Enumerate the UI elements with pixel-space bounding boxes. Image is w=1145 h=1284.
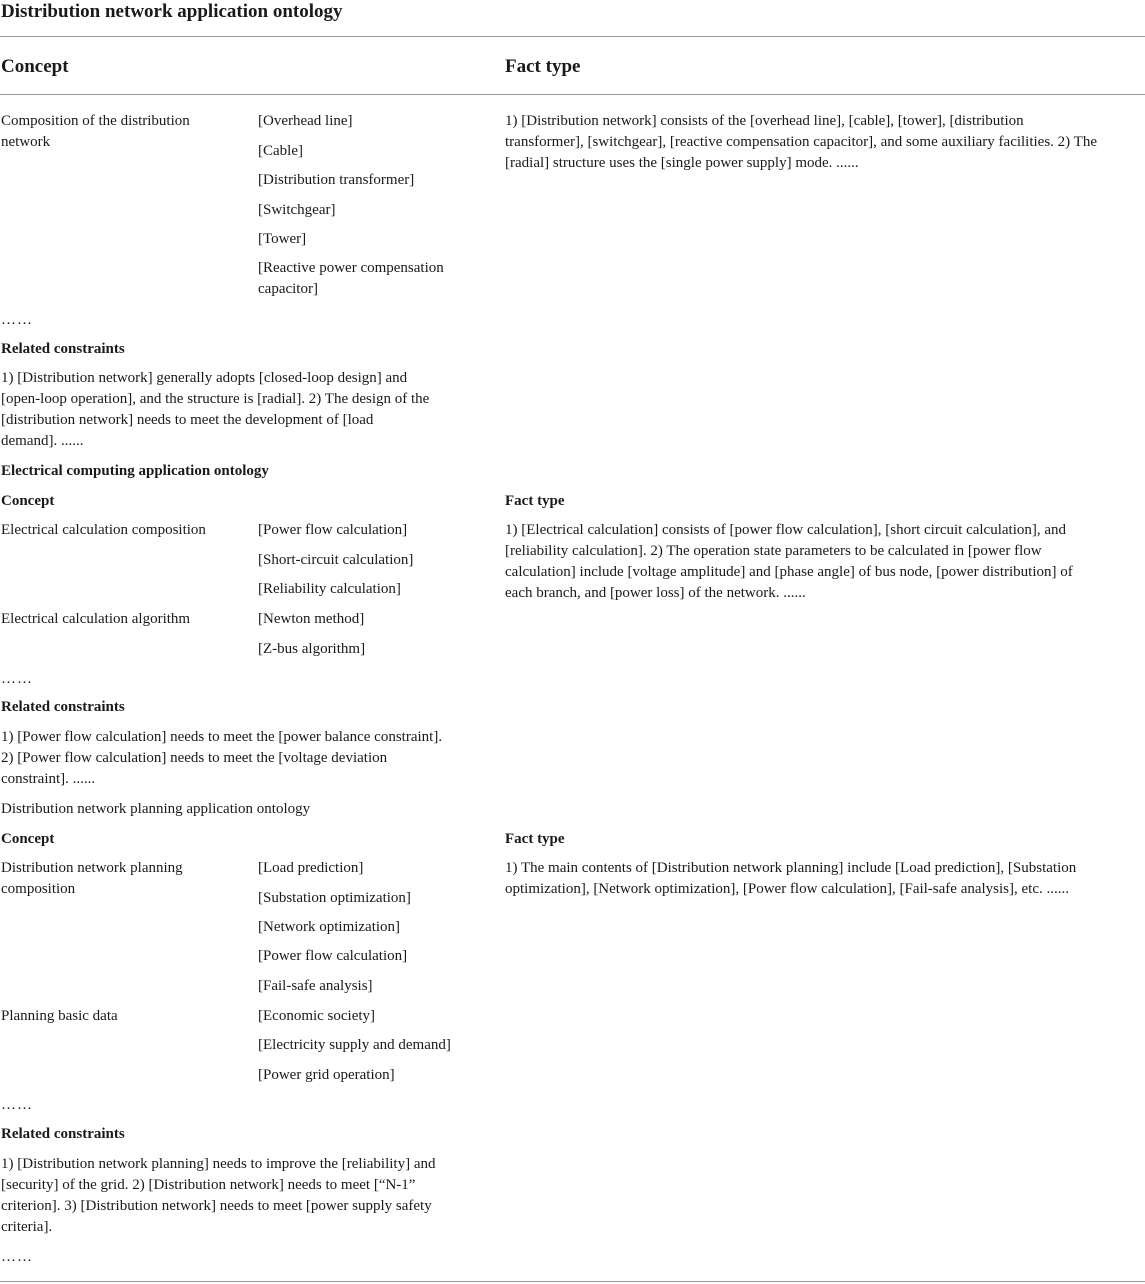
concept-term: [Reactive power compensation — [258, 260, 444, 276]
top-rule — [0, 36, 1145, 37]
constraint-line: [distribution network] needs to meet the development of [load — [1, 412, 374, 428]
related-constraints-label: Related constraints — [1, 699, 125, 715]
concept-subheader: Concept — [1, 493, 55, 509]
fact-type-line: 1) The main contents of [Distribution network planning] include [Load prediction], [Substation — [505, 860, 1077, 876]
fact-type-line: [reliability calculation]. 2) The operation state parameters to be calculated in [power flow — [505, 543, 1042, 559]
constraint-line: criteria]. — [1, 1219, 53, 1235]
concept-term: [Overhead line] — [258, 113, 353, 129]
table-title: Distribution network application ontology — [1, 1, 343, 22]
constraint-line: 1) [Power flow calculation] needs to meet the [power balance constraint]. — [1, 729, 443, 745]
concept-name: Electrical calculation composition — [1, 522, 206, 538]
concept-term: [Fail-safe analysis] — [258, 978, 373, 994]
concept-name: Composition of the distribution — [1, 113, 190, 129]
fact-type-line: calculation] include [voltage amplitude] and [phase angle] of bus node, [power distribution] of — [505, 564, 1073, 580]
fact-type-line: optimization], [Network optimization], [Power flow calculation], [Fail-safe analysis], etc. ...... — [505, 881, 1070, 897]
fact-type-line: transformer], [switchgear], [reactive compensation capacitor], and some auxiliary facilities. 2) The — [505, 134, 1097, 150]
fact-type-line: [radial] structure uses the [single power supply] mode. ...... — [505, 155, 859, 171]
bottom-rule — [0, 1281, 1145, 1282]
fact-type-subheader: Fact type — [505, 831, 565, 847]
concept-term: [Tower] — [258, 231, 307, 247]
concept-term: [Load prediction] — [258, 860, 364, 876]
concept-term: [Short-circuit calculation] — [258, 552, 414, 568]
ellipsis: …… — [1, 312, 33, 328]
concept-name: composition — [1, 881, 76, 897]
concept-term: [Electricity supply and demand] — [258, 1037, 451, 1053]
constraint-line: [security] of the grid. 2) [Distribution network] needs to meet [“N-1” — [1, 1177, 416, 1193]
concept-term: [Z-bus algorithm] — [258, 641, 366, 657]
concept-term: [Distribution transformer] — [258, 172, 415, 188]
ellipsis: …… — [1, 1097, 33, 1113]
concept-name: Planning basic data — [1, 1008, 118, 1024]
concept-term: [Switchgear] — [258, 202, 336, 218]
concept-term: [Economic society] — [258, 1008, 376, 1024]
related-constraints-label: Related constraints — [1, 341, 125, 357]
concept-subheader: Concept — [1, 831, 55, 847]
fact-type-column-header: Fact type — [505, 56, 581, 77]
concept-term: capacitor] — [258, 281, 318, 297]
concept-term: [Substation optimization] — [258, 890, 411, 906]
concept-name: Electrical calculation algorithm — [1, 611, 191, 627]
section-heading: Distribution network planning application ontology — [1, 801, 311, 817]
concept-term: [Power grid operation] — [258, 1067, 395, 1083]
fact-type-subheader: Fact type — [505, 493, 565, 509]
concept-term: [Reliability calculation] — [258, 581, 401, 597]
header-rule — [0, 94, 1145, 95]
concept-term: [Newton method] — [258, 611, 365, 627]
related-constraints-label: Related constraints — [1, 1126, 125, 1142]
constraint-line: 2) [Power flow calculation] needs to meet the [voltage deviation — [1, 750, 388, 766]
fact-type-line: each branch, and [power loss] of the network. ...... — [505, 585, 806, 601]
fact-type-line: 1) [Electrical calculation] consists of [power flow calculation], [short circuit calculation], and — [505, 522, 1067, 538]
constraint-line: criterion]. 3) [Distribution network] needs to meet [power supply safety — [1, 1198, 432, 1214]
fact-type-line: 1) [Distribution network] consists of the [overhead line], [cable], [tower], [distribution — [505, 113, 1024, 129]
constraint-line: [open-loop operation], and the structure is [radial]. 2) The design of the — [1, 391, 430, 407]
ellipsis: …… — [1, 1249, 33, 1265]
concept-term: [Power flow calculation] — [258, 522, 408, 538]
constraint-line: constraint]. ...... — [1, 771, 96, 787]
constraint-line: 1) [Distribution network planning] needs to improve the [reliability] and — [1, 1156, 436, 1172]
concept-column-header: Concept — [1, 56, 69, 77]
constraint-line: 1) [Distribution network] generally adopts [closed-loop design] and — [1, 370, 408, 386]
concept-term: [Power flow calculation] — [258, 948, 408, 964]
constraint-line: demand]. ...... — [1, 433, 84, 449]
section-heading: Electrical computing application ontology — [1, 463, 269, 479]
concept-term: [Network optimization] — [258, 919, 401, 935]
ellipsis: …… — [1, 671, 33, 687]
concept-name: network — [1, 134, 51, 150]
concept-term: [Cable] — [258, 143, 303, 159]
concept-name: Distribution network planning — [1, 860, 183, 876]
